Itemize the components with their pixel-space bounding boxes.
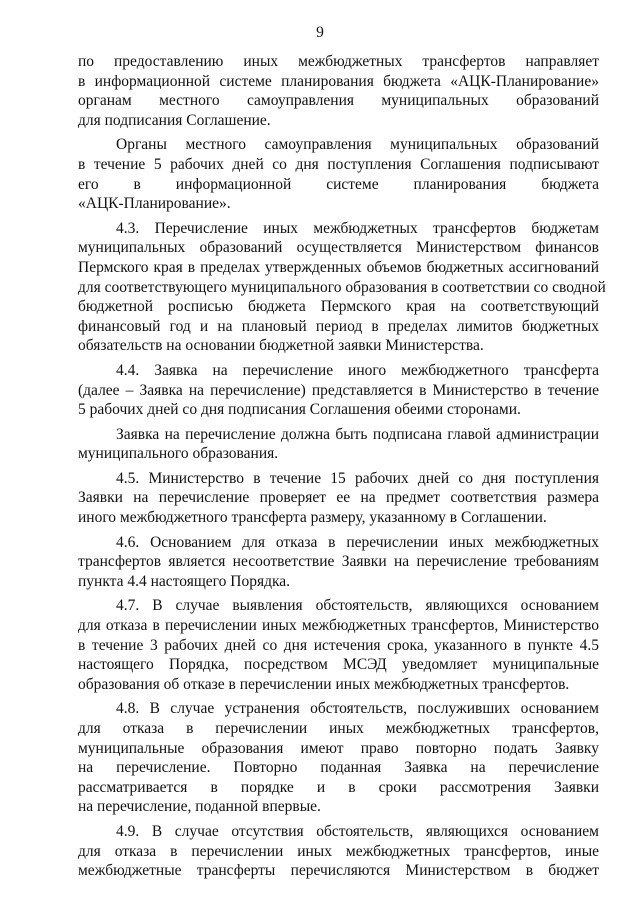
paragraph xyxy=(78,469,599,528)
document-body xyxy=(78,52,606,881)
text-line: 4.7. В случае выявления обстоятельств, являющихся основанием xyxy=(116,597,599,615)
text-line: для соответствующего муниципального образования в соответствии со сводной xyxy=(78,278,606,296)
text-line: в информационной системе планирования бюджета «АЦК-Планирование» xyxy=(78,72,599,90)
text-line: в течение 3 рабочих дней со дня истечения срока, указанного в пункте 4.5 xyxy=(78,636,599,654)
text-line: образования об отказе в перечислении иных межбюджетных трансфертов. xyxy=(78,675,570,693)
text-line: Заявка на перечисление должна быть подписана главой администрации xyxy=(116,425,599,443)
paragraph xyxy=(78,135,599,213)
paragraph xyxy=(78,533,599,592)
text-line: обязательств на основании бюджетной заявки Министерства. xyxy=(78,337,484,355)
paragraph xyxy=(78,361,599,420)
page-number: 9 xyxy=(316,24,324,41)
text-line: муниципальных образований осуществляется Министерством финансов xyxy=(78,239,599,257)
text-line: на перечисление, поданной впервые. xyxy=(78,798,321,816)
text-line: Органы местного самоуправления муниципальных образований xyxy=(116,136,599,154)
paragraph xyxy=(78,596,599,694)
text-line: 4.5. Министерство в течение 15 рабочих дней со дня поступления xyxy=(116,469,599,487)
paragraph xyxy=(78,219,606,356)
text-line: 4.8. В случае устранения обстоятельств, послуживших основанием xyxy=(116,700,599,718)
text-line: по предоставлению иных межбюджетных трансфертов направляет xyxy=(78,53,599,70)
text-line: рассматривается в порядке и в сроки рассмотрения Заявки xyxy=(78,778,599,796)
text-line: 5 рабочих дней со дня подписания Соглашения обеими сторонами. xyxy=(78,401,521,419)
paragraph xyxy=(78,822,599,881)
text-line: «АЦК-Планирование». xyxy=(78,195,231,213)
text-line: настоящего Порядка, посредством МСЭД уведомляет муниципальные xyxy=(78,656,599,674)
text-line: 4.4. Заявка на перечисление иного межбюджетного трансферта xyxy=(116,361,599,379)
text-line: его в информационной системе планирования бюджета xyxy=(78,175,599,193)
paragraph xyxy=(78,699,599,817)
text-line: 4.9. В случае отсутствия обстоятельств, являющихся основанием xyxy=(116,822,599,840)
text-line: межбюджетные трансферты перечисляются Министерством в бюджет xyxy=(78,862,599,880)
text-line: Пермского края в пределах утвержденных объемов бюджетных ассигнований xyxy=(78,258,599,276)
text-line: 4.6. Основанием для отказа в перечислении иных межбюджетных xyxy=(116,533,599,551)
text-line: иного межбюджетного трансферта размеру, указанному в Соглашении. xyxy=(78,509,547,527)
text-line: для отказа в перечислении иных межбюджетных трансфертов, Министерство xyxy=(78,617,599,635)
paragraph xyxy=(78,52,599,130)
text-line: 4.3. Перечисление иных межбюджетных трансфертов бюджетам xyxy=(116,219,599,237)
text-line: (далее – Заявка на перечисление) представляется в Министерство в течение xyxy=(78,381,599,399)
text-line: на перечисление. Повторно поданная Заявка на перечисление xyxy=(78,759,599,777)
text-line: финансовый год и на плановый период в пределах лимитов бюджетных xyxy=(78,317,599,335)
text-line: для отказа в перечислении иных межбюджетных трансфертов, xyxy=(78,720,599,737)
text-line: в течение 5 рабочих дней со дня поступления Соглашения подписывают xyxy=(78,155,599,173)
text-line: для отказа в перечислении иных межбюджетных трансфертов, иные xyxy=(78,842,599,860)
text-line: муниципального образования. xyxy=(78,445,279,463)
paragraph xyxy=(78,425,599,464)
text-line: пункта 4.4 настоящего Порядка. xyxy=(78,572,291,590)
text-line: для подписания Соглашение. xyxy=(78,111,271,129)
text-line: Заявки на перечисление проверяет ее на предмет соответствия размера xyxy=(78,489,599,507)
text-line: трансфертов является несоответствие Заявки на перечисление требованиям xyxy=(78,553,599,571)
text-line: органам местного самоуправления муниципальных образований xyxy=(78,92,599,110)
text-line: бюджетной росписью бюджета Пермского края на соответствующий xyxy=(78,298,599,316)
text-line: муниципальные образования имеют право повторно подать Заявку xyxy=(78,739,599,757)
